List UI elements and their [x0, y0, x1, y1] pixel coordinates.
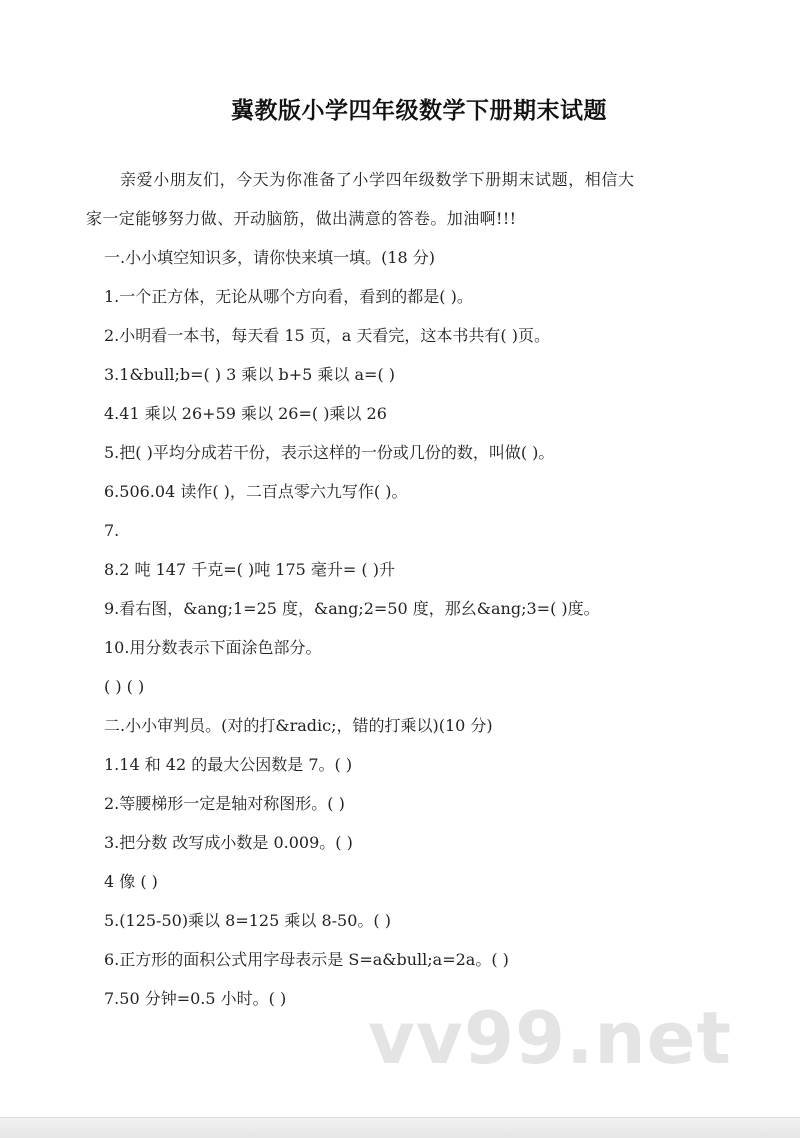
question-line: 8.2 吨 147 千克=( )吨 175 毫升= ( )升: [104, 560, 395, 579]
question-line: 7.50 分钟=0.5 小时。( ): [104, 989, 287, 1008]
question-line: 2.等腰梯形一定是轴对称图形。( ): [104, 794, 345, 813]
intro-line-1: 亲爱小朋友们，今天为你准备了小学四年级数学下册期末试题，相信大: [120, 170, 635, 189]
intro-line-2: 家一定能够努力做、开动脑筋，做出满意的答卷。加油啊!!!: [86, 209, 517, 228]
question-line: 3.1&bull;b=( ) 3 乘以 b+5 乘以 a=( ): [104, 365, 396, 384]
page-title: 冀教版小学四年级数学下册期末试题: [231, 98, 607, 124]
question-line: 10.用分数表示下面涂色部分。: [104, 638, 322, 657]
question-line: 4 像 ( ): [104, 872, 158, 891]
section-heading-fill-in: 一.小小填空知识多，请你快来填一填。(18 分): [104, 248, 436, 267]
question-line: 4.41 乘以 26+59 乘以 26=( )乘以 26: [104, 404, 387, 423]
question-line: 7.: [104, 521, 120, 540]
question-line: 2.小明看一本书，每天看 15 页，a 天看完，这本书共有( )页。: [104, 326, 550, 345]
question-line: 6.正方形的面积公式用字母表示是 S=a&bull;a=2a。( ): [104, 950, 509, 969]
page-bottom-edge: [0, 1117, 800, 1138]
question-line: 3.把分数 改写成小数是 0.009。( ): [104, 833, 353, 852]
question-line: 5.把( )平均分成若干份，表示这样的一份或几份的数，叫做( )。: [104, 443, 555, 462]
question-line: 9.看右图，&ang;1=25 度，&ang;2=50 度，那幺&ang;3=( )度。: [104, 599, 600, 618]
question-line: 6.506.04 读作( )，二百点零六九写作( )。: [104, 482, 408, 501]
question-line: 1.14 和 42 的最大公因数是 7。( ): [104, 755, 353, 774]
question-line: 1.一个正方体，无论从哪个方向看，看到的都是( )。: [104, 287, 473, 306]
question-line: 5.(125-50)乘以 8=125 乘以 8-50。( ): [104, 911, 391, 930]
section-heading-true-false: 二.小小审判员。(对的打&radic;，错的打乘以)(10 分): [104, 716, 493, 735]
question-line: ( ) ( ): [104, 677, 145, 696]
watermark-text: vv99.net: [368, 996, 732, 1080]
